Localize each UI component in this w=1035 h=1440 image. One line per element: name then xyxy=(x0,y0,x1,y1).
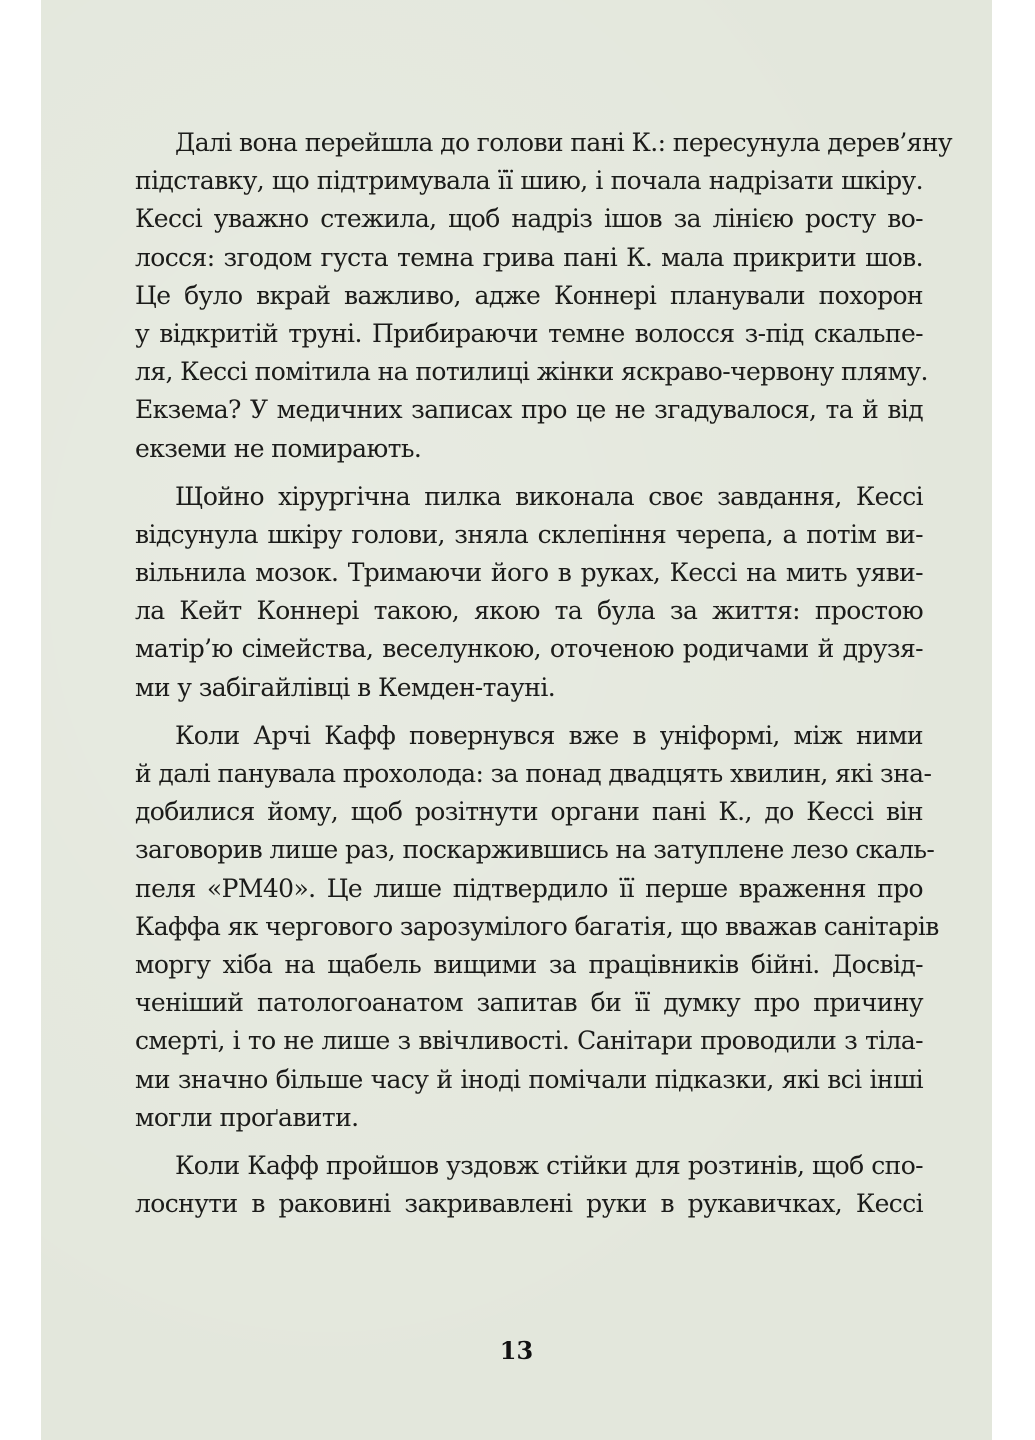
text-line: Коли Кафф пройшов уздовж стійки для розтинів, щоб спо- xyxy=(175,1150,923,1180)
text-line: Екзема? У медичних записах про це не згадувалося, та й від xyxy=(135,395,923,425)
text-line: Це було вкрай важливо, адже Коннері планували похорон xyxy=(135,280,923,310)
text-line: ми значно більше часу й іноді помічали підказки, які всі інші xyxy=(135,1064,923,1094)
text-line: Щойно хірургічна пилка виконала своє завдання, Кессі xyxy=(175,481,923,511)
text-line: Каффа як чергового зарозумілого багатія, що вважав санітарів xyxy=(135,911,939,941)
text-line: Кессі уважно стежила, щоб надріз ішов за лінією росту во- xyxy=(135,204,923,234)
text-line: й далі панувала прохолода: за понад двадцять хвилин, які зна- xyxy=(135,759,932,788)
text-line: матір’ю сімейства, веселункою, оточеною родичами й друзя- xyxy=(135,634,923,664)
paragraph xyxy=(135,124,953,468)
text-line: добилися йому, щоб розітнути органи пані К., до Кессі він xyxy=(135,797,923,827)
paragraph xyxy=(135,1147,923,1223)
text-line: моргу хіба на щабель вищими за працівників бійні. Досвід- xyxy=(135,949,923,979)
text-line: вільнила мозок. Тримаючи його в руках, Кессі на мить уяви- xyxy=(135,558,923,588)
paragraph xyxy=(135,478,923,707)
text-line: ченіший патологоанатом запитав би її думку про причину xyxy=(135,988,923,1018)
text-line: лосся: згодом густа темна грива пані К. мала прикрити шов. xyxy=(135,242,923,272)
text-line: відсунула шкіру голови, зняла склепіння черепа, а потім ви- xyxy=(135,519,923,549)
text-line: у відкритій труні. Прибираючи темне волосся з-під скальпе- xyxy=(135,318,923,348)
text-line: могли проґавити. xyxy=(135,1102,359,1132)
paragraph-spacing xyxy=(135,707,923,717)
text-line: заговорив лише раз, поскаржившись на затуплене лезо скаль- xyxy=(135,835,935,865)
text-line: Далі вона перейшла до голови пані К.: пересунула дерев’яну xyxy=(175,128,953,157)
body-text xyxy=(135,124,953,1223)
paragraph-spacing xyxy=(135,468,923,478)
text-line: ля, Кессі помітила на потилиці жінки яскраво-червону пляму. xyxy=(135,357,928,387)
text-line: ми у забігайлівці в Кемден-тауні. xyxy=(135,672,556,702)
text-line: екземи не помирають. xyxy=(135,433,422,463)
text-line: Коли Арчі Кафф повернувся вже в уніформі, між ними xyxy=(175,720,923,750)
text-line: ла Кейт Коннері такою, якою та була за життя: простою xyxy=(135,596,923,626)
page-number: 13 xyxy=(499,1336,534,1365)
text-line: смерті, і то не лише з ввічливості. Санітари проводили з тіла- xyxy=(135,1026,923,1056)
book-page xyxy=(41,0,992,1440)
paragraph xyxy=(135,717,939,1137)
text-line: пеля «PM40». Це лише підтвердило її перше враження про xyxy=(135,873,923,903)
paragraph-spacing xyxy=(135,1137,923,1147)
text-line: лоснути в раковині закривавлені руки в рукавичках, Кессі xyxy=(135,1189,923,1219)
text-line: підставку, що підтримувала її шию, і почала надрізати шкіру. xyxy=(135,166,923,196)
